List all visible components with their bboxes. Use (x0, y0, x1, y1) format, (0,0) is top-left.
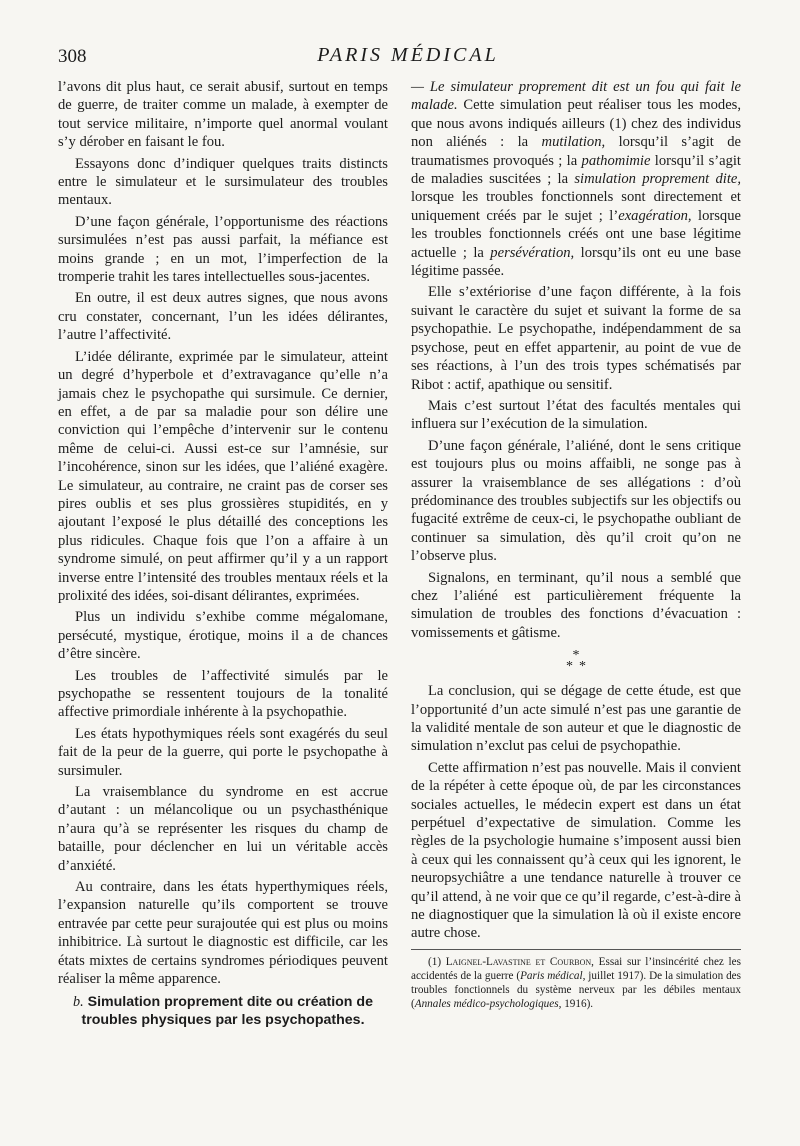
text-run: Cette simulation peut réaliser tous les modes, que nous avons indiqués ailleurs (1) chez des individus non aliénés : la (411, 97, 741, 151)
paragraph: l’avons dit plus haut, ce serait abusif, surtout en temps de guerre, de traiter comme un malade, à exempter de tout service militaire, n’importe quel anormal voulant s’y dérober en faisant le fou. (58, 79, 388, 151)
text-run: lorsqu’ils ont eu une base légitime passée. (411, 244, 741, 280)
paragraph: Les troubles de l’affectivité simulés par le psychopathe se ressentent toujours de la tonalité affective primordiale inhérente à la psychopathie. (58, 667, 388, 721)
paragraph: Les états hypothymiques réels sont exagérés du seul fait de la peur de la guerre, qui porte le psychopathe à sursimuler. (58, 725, 388, 779)
footnote (411, 955, 741, 1011)
paragraph: Signalons, en terminant, qu’il nous a semblé que chez l’aliéné est particulièrement fréquente la simulation de troubles des fonctions d’évacuation : vomissements et gâtisme. (411, 569, 741, 641)
emphasis: — Le simulateur proprement dit est un fou qui fait le malade. (411, 79, 741, 114)
section-letter: b. (73, 993, 84, 1010)
text-run: lorsqu’il s’agit de traumatismes provoqués ; la (411, 134, 741, 169)
footnote-marker: (1) (428, 955, 446, 968)
emphasis: persévération, (490, 244, 575, 261)
paragraph: Au contraire, dans les états hyperthymiques réels, l’expansion naturelle qu’ils comportent se trouve entravée par cette peur surajoutée qui est plus ou moins inhibitrice. Là surtout le diagnostic est difficile, car les états mixtes de certains syndromes périodiques peuvent réaliser la même apparence. (58, 879, 388, 988)
paragraph: Elle s’extériorise d’une façon différente, à la fois suivant le caractère du sujet et suivant la forme de sa psychopathie. Le psychopathe, indépendamment de sa psychose, peut en effet appartenir, au point de vue de ses réactions, à l’un des trois types schématisés par Ribot : actif, apathique ou sensitif. (411, 284, 741, 393)
section-heading (58, 993, 388, 1029)
text-run: lorsque les troubles fonctionnels sont directement et uniquement créés par le sujet ; l’ (411, 189, 741, 224)
paragraph: La conclusion, qui se dégage de cette étude, est que l’opportunité d’un acte simulé n’est pas une garantie de la validité mentale de son auteur et que le diagnostic de simulation n’exclut pas celui de psychopathie. (411, 683, 741, 755)
journal-title: PARIS MÉDICAL (317, 44, 499, 66)
paragraph: La vraisemblance du syndrome en est accrue d’autant : un mélancolique ou un psychasthénique n’aura qu’à se représenter les risques du champ de bataille, pour déclencher en lui un véritable accès d’anxiété. (58, 784, 388, 874)
emphasis: exagération, (618, 207, 692, 224)
footnote-journal: Annales médico-psychologiques, (414, 997, 562, 1010)
asterism-bottom: ** (566, 659, 592, 675)
paragraph: Plus un individu s’exhibe comme mégalomane, persécuté, mystique, érotique, moins il a de chances d’être sincère. (58, 609, 388, 663)
section-heading-text: Simulation proprement dite ou création de troubles physiques par les psychopathes. (81, 993, 373, 1028)
paragraph: Mais c’est surtout l’état des facultés mentales qui influera sur l’exécution de la simulation. (411, 397, 741, 433)
emphasis: simulation proprement dite, (574, 171, 742, 188)
paragraph (411, 78, 741, 280)
paragraph: Essayons donc d’indiquer quelques traits distincts entre le simulateur et le sursimulateur des troubles mentaux. (58, 155, 388, 209)
emphasis: pathomimie (581, 152, 651, 169)
text-run: 1916). (561, 997, 594, 1010)
text-run: Essai sur l’insincérité chez les accidentés de la guerre ( (411, 955, 741, 982)
page-header (58, 44, 758, 72)
page-number: 308 (58, 46, 87, 67)
footnote-rule (411, 949, 741, 950)
footnote-journal: Paris médical, (520, 969, 586, 982)
asterism-divider (411, 648, 741, 675)
paragraph: D’une façon générale, l’aliéné, dont le sens critique est toujours plus ou moins affaibli, ne songe pas à assurer la vraisemblance de ses allégations : d’où prédominance des troubles subjectifs sur les objectifs ou fugacité extrême de ceux-ci, le psychopathe oubliant de continuer sa simulation, dès qu’il croit qu’on ne l’observe plus. (411, 437, 741, 565)
text-run: lorsque les troubles fonctionnels créés ont une base légitime actuelle ; la (411, 207, 741, 261)
emphasis: mutilation, (541, 134, 606, 151)
right-column (411, 78, 741, 1014)
paragraph: D’une façon générale, l’opportunisme des réactions sursimulées n’est pas aussi parfait, la méfiance est moins grande ; en un mot, l’imperfection de la tromperie trahit les tares intellectuelles sous-jacentes. (58, 213, 388, 286)
paragraph: En outre, il est deux autres signes, que nous avons cru constater, concernant, l’un les idées délirantes, l’autre l’affectivité. (58, 290, 388, 344)
asterism-top: * (572, 648, 580, 664)
paragraph: Cette affirmation n’est pas nouvelle. Mais il convient de la répéter à cette époque où, de par les circonstances sociales actuelles, le médecin expert est dans un état perpétuel d’expectative de simulation. Comme les règles de la psychologie humaine s’imposent aussi bien à ceux qui les connaissent qu’à ceux qui les ignorent, le neuropsychiâtre a une tendance naturelle à trouver ce qu’il attend, à ne voir que ce qu’il regarde, c’est-à-dire à ne diagnostiquer que la simulation là où il existe encore autre chose. (411, 759, 741, 942)
text-run: juillet 1917). De la simulation des troubles fonctionnels du système nerveux par les débiles mentaux ( (411, 969, 741, 1010)
text-run: lorsqu’il s’agit de maladies suscitées ; la (411, 152, 741, 188)
left-column (58, 78, 388, 1032)
footnote-authors: Laignel-Lavastine et Courbon, (445, 955, 594, 968)
paragraph: L’idée délirante, exprimée par le simulateur, atteint un degré d’hyperbole et d’extravagance qu’elle n’a jamais chez le psychopathe qui sursimule. Ce dernier, en effet, a de par sa maladie pour son délire une conviction qui l’empêche d’intervenir sur le contenu même de celui-ci. Aussi est-ce sur l’amnésie, sur l’incohérence, sinon sur les idées, que l’aliéné exagère. Le simulateur, au contraire, ne craint pas de corser ses pires oublis et ses plus grossières stupidités, en y ajoutant l’exposé le plus détaillé des conceptions les plus ridicules. Chaque fois que l’on a affaire à un syndrome simulé, on peut affirmer qu’il y a un rapport inverse entre l’intensité des troubles mentaux réels et la prolixité des idées, soi-disant délirantes, exprimées. (58, 348, 388, 604)
